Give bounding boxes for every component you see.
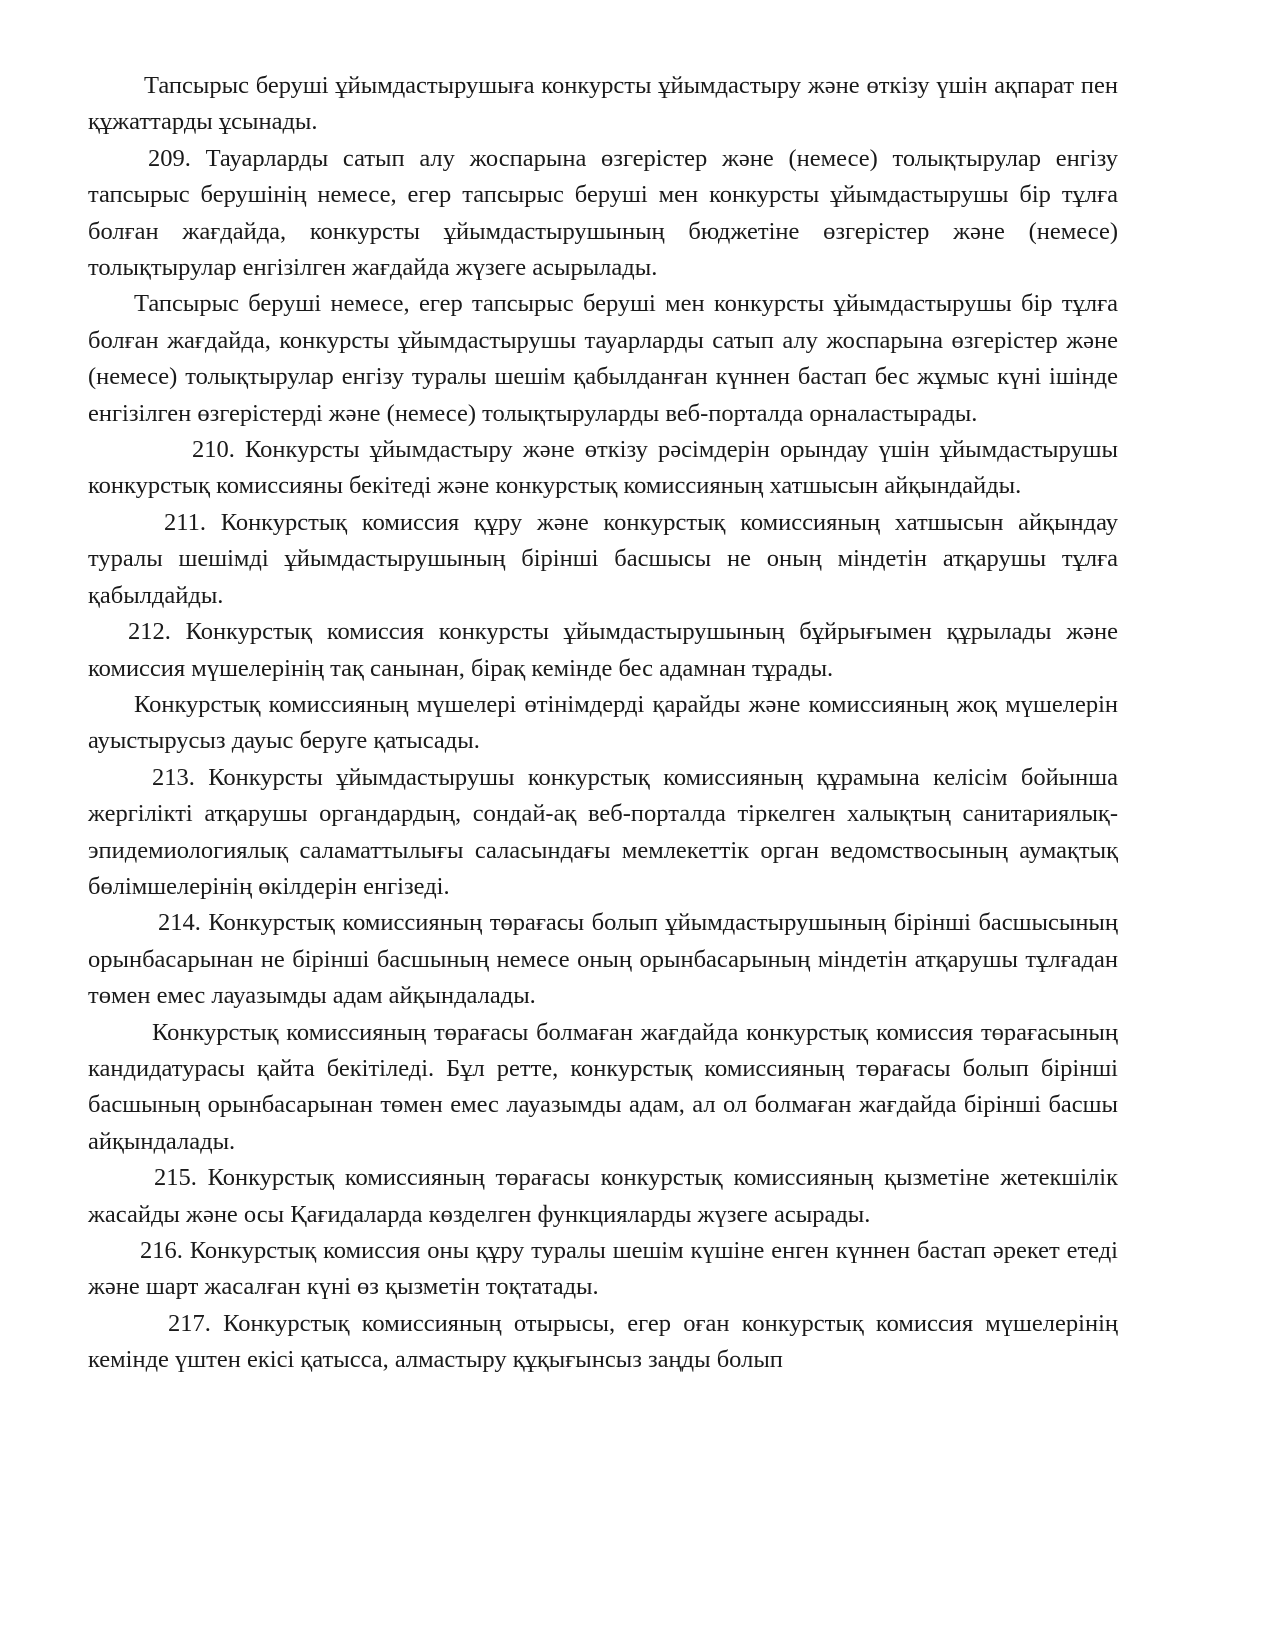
paragraph-210: 210. Конкурсты ұйымдастыру және өткізу рәсімдерін орындау үшін ұйымдастырушы конкурстық комиссияны бекітеді және конкурстық комиссияның хатшысын айқындайды.: [88, 436, 1118, 500]
paragraph: Тапсырыс беруші ұйымдастырушыға конкурсты ұйымдастыру және өткізу үшін ақпарат пен құжаттарды ұсынады.: [88, 72, 1118, 136]
paragraph: Конкурстық комиссияның төрағасы болмаған жағдайда конкурстық комиссия төрағасының кандидатурасы қайта бекітіледі. Бұл ретте, конкурстық комиссияның төрағасы болып бірінші басшының орынбасарынан төмен емес лауазымды адам, ал ол болмаған жағдайда бірінші басшы айқындалады.: [88, 1018, 1118, 1155]
paragraph-214: 214. Конкурстық комиссияның төрағасы болып ұйымдастырушының бірінші басшысының орынбасарынан не бірінші басшының немесе оның орынбасарының міндетін атқарушы тұлғадан төмен емес лауазымды адам айқындалады.: [88, 909, 1118, 1010]
paragraph-211: 211. Конкурстық комиссия құру және конкурстық комиссияның хатшысын айқындау туралы шешімді ұйымдастырушының бірінші басшысы не оның міндетін атқарушы тұлға қабылдайды.: [88, 508, 1118, 609]
document-page: [88, 68, 1118, 1379]
paragraph-217: 217. Конкурстық комиссияның отырысы, егер оған конкурстық комиссия мүшелерінің кемінде үштен екісі қатысса, алмастыру құқығынсыз заңды болып: [88, 1309, 1118, 1374]
paragraph-209: 209. Тауарларды сатып алу жоспарына өзгерістер және (немесе) толықтырулар енгізу тапсырыс берушінің немесе, егер тапсырыс беруші мен конкурсты ұйымдастырушы бір тұлға болған жағдайда, конкурсты ұйымдастырушының бюджетіне өзгерістер және (немесе) толықтырулар енгізілген жағдайда жүзеге асырылады.: [88, 144, 1118, 282]
paragraph-213: 213. Конкурсты ұйымдастырушы конкурстық комиссияның құрамына келісім бойынша жергілікті атқарушы органдардың, сондай-ақ веб-порталда тіркелген халықтың санитариялық-эпидемиологиялық саламаттылығы саласындағы мемлекеттік орган ведомствосының аумақтық бөлімшелерінің өкілдерін енгізеді.: [88, 763, 1118, 900]
paragraph: Тапсырыс беруші немесе, егер тапсырыс беруші мен конкурсты ұйымдастырушы бір тұлға болған жағдайда, конкурсты ұйымдастырушы тауарларды сатып алу жоспарына өзгерістер және (немесе) толықтырулар енгізу туралы шешім қабылданған күннен бастап бес жұмыс күні ішінде енгізілген өзгерістерді және (немесе) толықтыруларды веб-порталда орналастырады.: [88, 290, 1118, 427]
paragraph-215: 215. Конкурстық комиссияның төрағасы конкурстық комиссияның қызметіне жетекшілік жасайды және осы Қағидаларда көзделген функцияларды жүзеге асырады.: [88, 1164, 1118, 1228]
paragraph-216: 216. Конкурстық комиссия оны құру туралы шешім күшіне енген күннен бастап әрекет етеді және шарт жасалған күні өз қызметін тоқтатады.: [88, 1237, 1118, 1301]
paragraph-212: 212. Конкурстық комиссия конкурсты ұйымдастырушының бұйрығымен құрылады және комиссия мүшелерінің тақ санынан, бірақ кемінде бес адамнан тұрады.: [88, 618, 1118, 682]
paragraph: Конкурстық комиссияның мүшелері өтінімдерді қарайды және комиссияның жоқ мүшелерін ауыстырусыз дауыс беруге қатысады.: [88, 690, 1118, 755]
